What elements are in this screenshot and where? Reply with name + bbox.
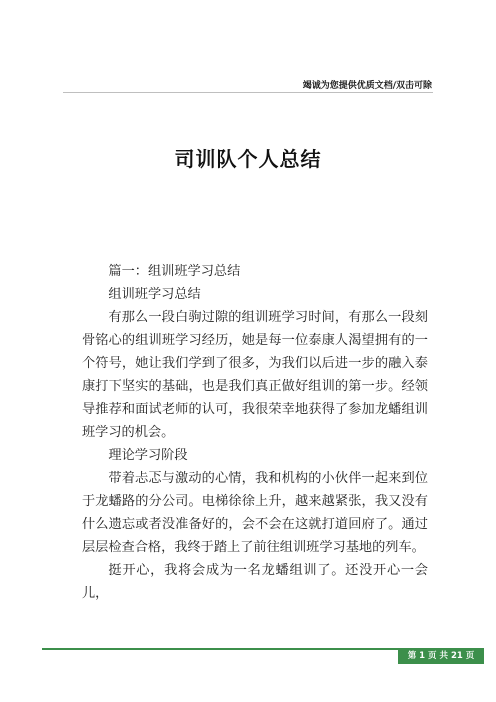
section-heading: 篇一：组训班学习总结 xyxy=(108,264,241,279)
subsection-heading: 组训班学习总结 xyxy=(108,287,201,302)
page-number-badge: 第 1 页 共 21 页 xyxy=(398,648,484,664)
document-title: 司训队个人总结 xyxy=(174,147,322,171)
header-divider xyxy=(63,92,433,93)
body-paragraph: 有那么一段白驹过隙的组训班学习时间，有那么一段刻骨铭心的组训班学习经历，她是每一位泰康人渴望拥有的一个符号，她让我们学到了很多，为我们以后进一步的融入泰康打下坚实的基础，也是我们真正做好组训的第一步。经领导推荐和面试老师的认可，我很荣幸地获得了参加龙蟠组训班学习的机会。 xyxy=(82,310,428,440)
document-body xyxy=(82,260,428,605)
body-paragraph: 挺开心，我将会成为一名龙蟠组训了。还没开心一会儿， xyxy=(82,563,428,601)
subsection-heading: 理论学习阶段 xyxy=(108,448,188,463)
header-note: 竭诚为您提供优质文档/双击可除 xyxy=(302,81,432,91)
body-paragraph: 带着忐忑与激动的心情，我和机构的小伙伴一起来到位于龙蟠路的分公司。电梯徐徐上升，越来越紧张，我又没有什么遗忘或者没准备好的，会不会在这就打道回府了。通过层层检查合格，我终于踏上了前往组训班学习基地的列车。 xyxy=(82,471,428,555)
